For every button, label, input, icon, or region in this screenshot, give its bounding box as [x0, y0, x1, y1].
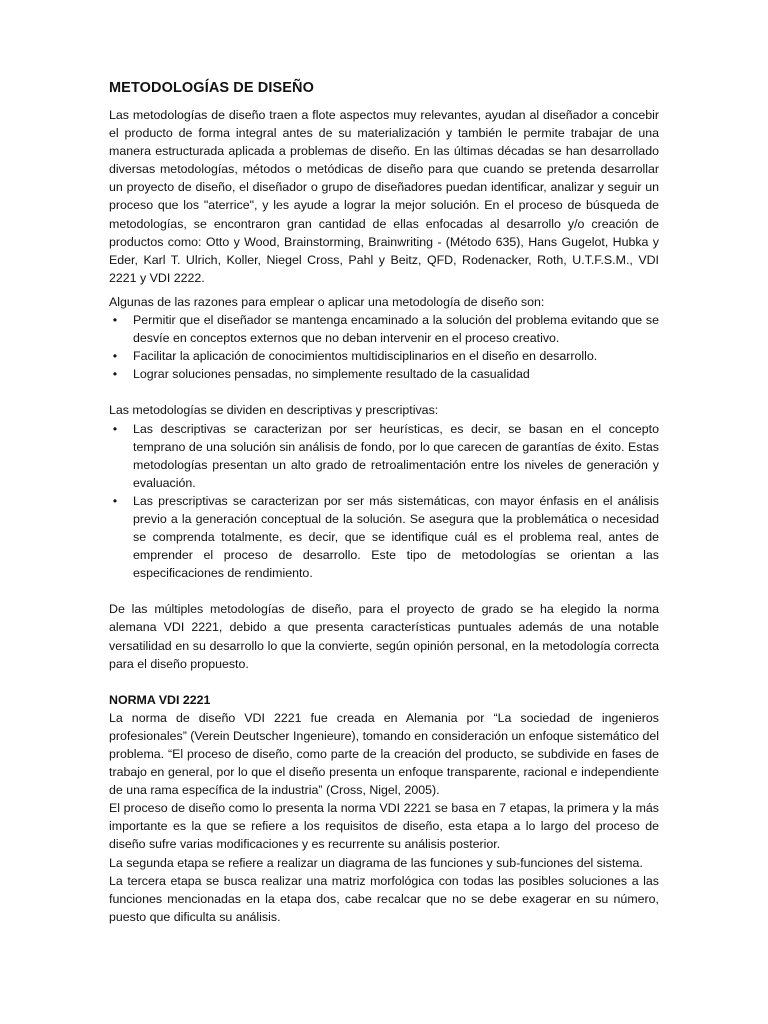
choice-paragraph: De las múltiples metodologías de diseño, para el proyecto de grado se ha elegido la norma alemana VDI 2221, debido a que presenta características puntuales además de una notable versatilidad en su desarrollo lo que la convierte, según opinión personal, en la metodología correcta para el diseño propuesto. — [109, 602, 659, 671]
list-item — [109, 420, 659, 492]
intro-paragraph: Las metodologías de diseño traen a flote aspectos muy relevantes, ayudan al diseñador a concebir el producto de forma integral antes de su materialización y también le permite trabajar de una manera estructurada aplicada a problemas de diseño. En las últimas décadas se han desarrollado diversas metodologías, métodos o metódicas de diseño para que cuando se pretenda desarrollar un proyecto de diseño, el diseñador o grupo de diseñadores puedan identificar, analizar y seguir un proceso que los "aterrice", y les ayude a lograr la mejor solución. En el proceso de búsqueda de metodologías, se encontraron gran cantidad de ellas enfocadas al desarrollo y/o creación de productos como: Otto y Wood, Brainstorming, Brainwriting - (Método 635), Hans Gugelot, Hubka y Eder, Karl T. Ulrich, Koller, Niegel Cross, Pahl y Beitz, QFD, Rodenacker, Roth, U.T.F.S.M., VDI 2221 y VDI 2222. — [109, 108, 659, 285]
section-title-vdi: NORMA VDI 2221 — [109, 692, 211, 707]
list-item — [109, 492, 659, 582]
list-item-text: Las prescriptivas se caracterizan por ser más sistemáticas, con mayor énfasis en el análisis previo a la generación conceptual de la solución. Se asegura que la problemática o necesidad se comprenda totalmente, es decir, que se identifique cuál es el problema real, antes de emprender el proceso de desarrollo. Este tipo de metodologías se orientan a las especificaciones de rendimiento. — [133, 493, 659, 581]
bullet-icon: • — [112, 367, 118, 382]
vdi-paragraph: La tercera etapa se busca realizar una matriz morfológica con todas las posibles soluciones a las funciones mencionadas en la etapa dos, cabe recalcar que no se debe exagerar en su número, puesto que dificulta su análisis. — [109, 873, 659, 924]
document-body — [109, 78, 659, 926]
reasons-intro: Algunas de las razones para emplear o aplicar una metodología de diseño son: — [109, 294, 545, 309]
spacer — [109, 673, 659, 691]
list-item — [109, 365, 659, 383]
bullet-icon: • — [112, 421, 118, 436]
list-item-text: Las descriptivas se caracterizan por ser heurísticas, es decir, se basan en el concepto temprano de una solución sin análisis de fondo, por lo que carecen de garantías de éxito. Estas metodologías presentan un alto grado de retroalimentación entre los niveles de generación y evaluación. — [133, 421, 659, 490]
document-title: METODOLOGÍAS DE DISEÑO — [109, 80, 314, 96]
spacer — [109, 582, 659, 600]
list-item — [109, 347, 659, 365]
types-intro: Las metodologías se dividen en descriptivas y prescriptivas: — [109, 403, 439, 418]
spacer — [109, 383, 659, 401]
list-item — [109, 311, 659, 347]
bullet-icon: • — [112, 349, 118, 364]
vdi-paragraph: La segunda etapa se refiere a realizar un diagrama de las funciones y sub-funciones del sistema. — [109, 855, 643, 870]
vdi-paragraph: El proceso de diseño como lo presenta la norma VDI 2221 se basa en 7 etapas, la primera y la más importante es la que se refiere a los requisitos de diseño, esta etapa a lo largo del proceso de diseño sufre varias modificaciones y es recurrente su análisis posterior. — [109, 801, 659, 852]
list-item-text: Facilitar la aplicación de conocimientos multidisciplinarios en el diseño en desarrollo. — [133, 349, 598, 364]
types-list — [109, 420, 659, 583]
list-item-text: Permitir que el diseñador se mantenga encaminado a la solución del problema evitando que se desvíe en conceptos externos que no deban intervenir en el proceso creativo. — [133, 313, 659, 346]
bullet-icon: • — [112, 493, 118, 508]
bullet-icon: • — [112, 313, 118, 328]
list-item-text: Lograr soluciones pensadas, no simplemente resultado de la casualidad — [133, 367, 530, 382]
vdi-paragraph: La norma de diseño VDI 2221 fue creada en Alemania por “La sociedad de ingenieros profesionales” (Verein Deutscher Ingenieure), tomando en consideración un enfoque sistemático del problema. “El proceso de diseño, como parte de la creación del producto, se subdivide en fases de trabajo en general, por lo que el diseño presenta un enfoque transparente, racional e independiente de una rama específica de la industria” (Cross, Nigel, 2005). — [109, 710, 659, 798]
reasons-list — [109, 311, 659, 383]
